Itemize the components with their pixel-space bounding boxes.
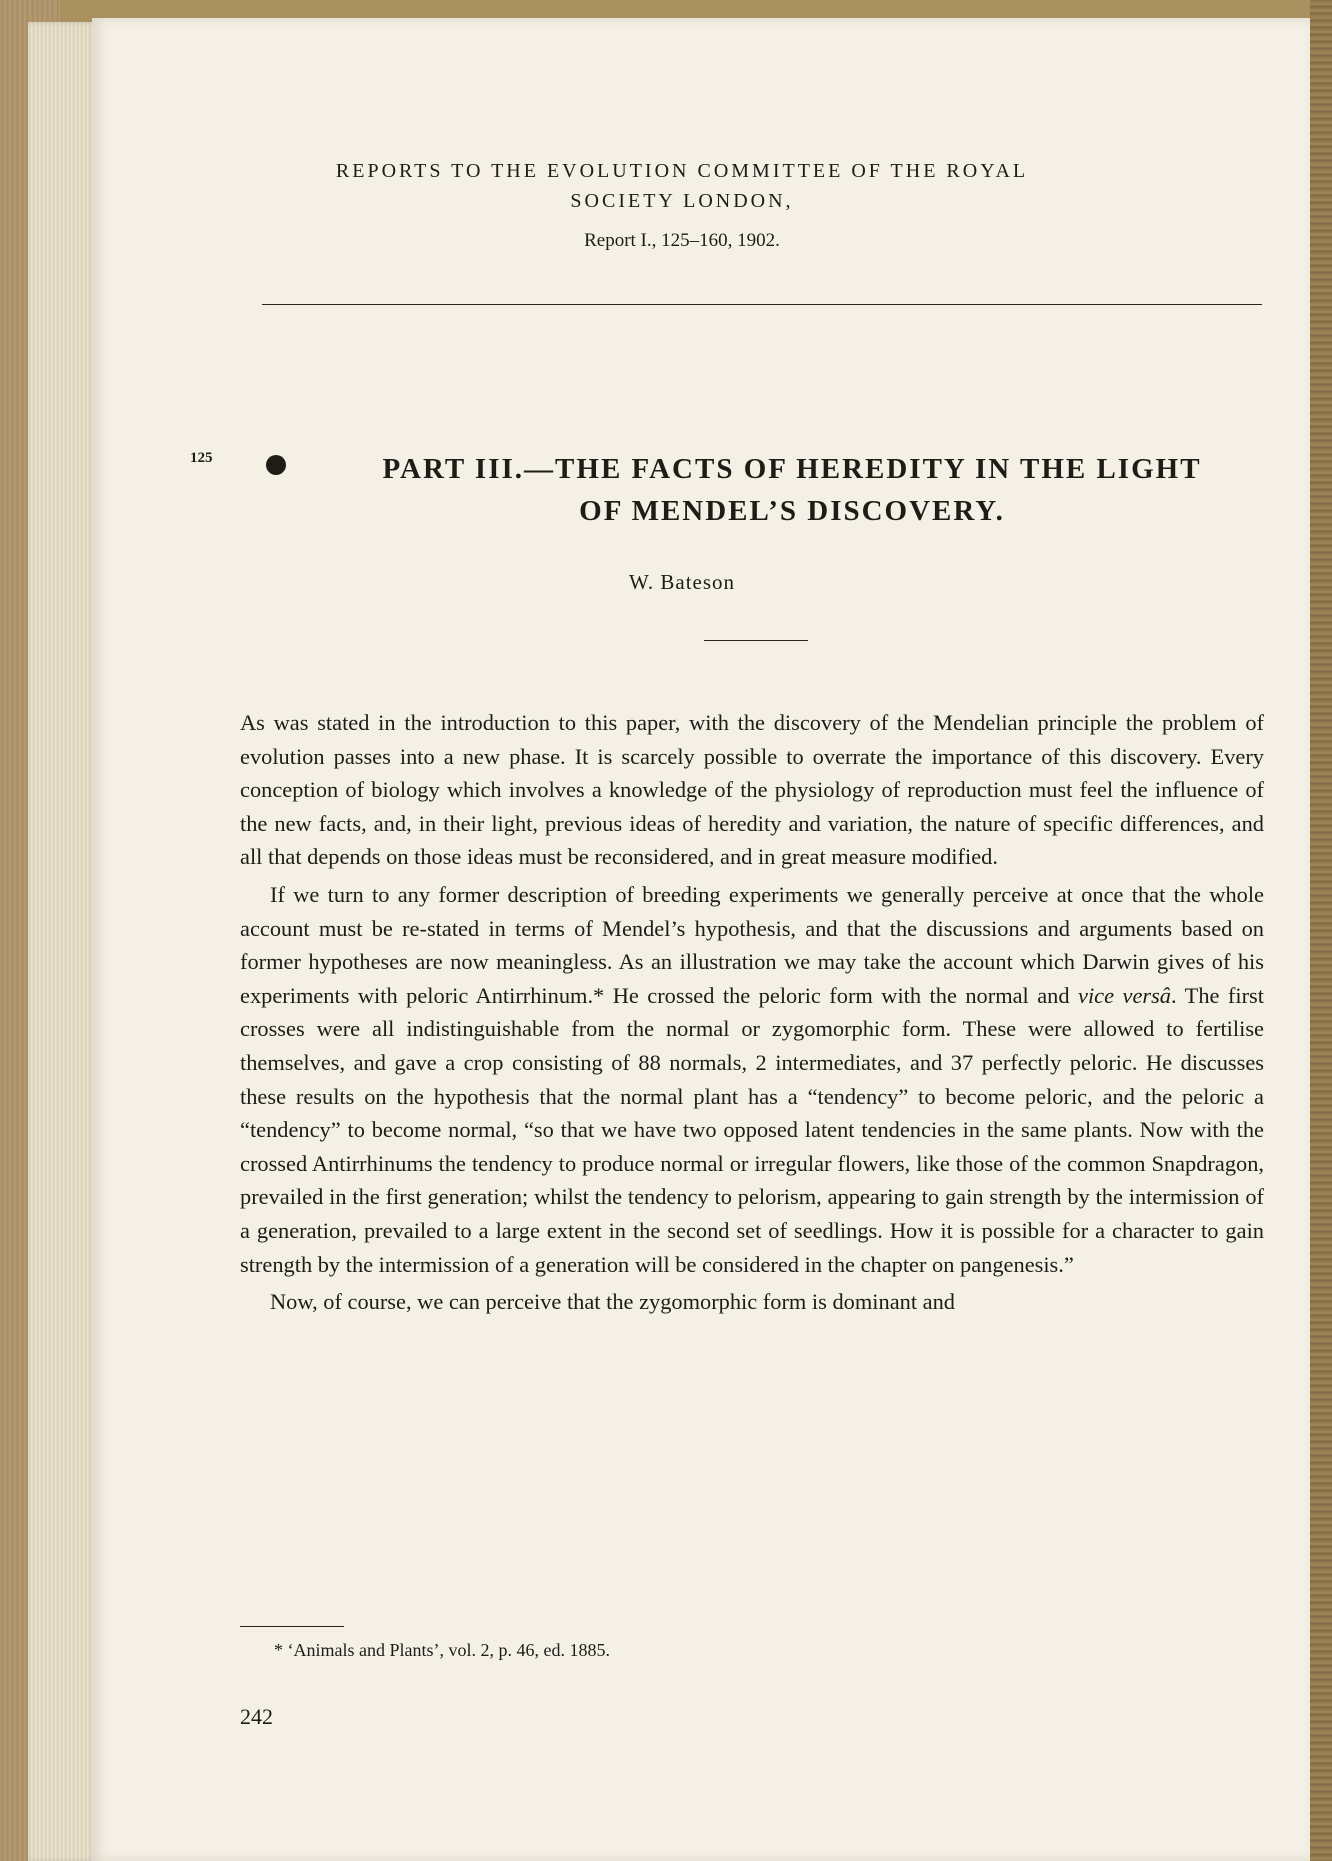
author-name: W. Bateson <box>628 570 736 594</box>
paragraph-2: If we turn to any former description of breeding experiments we generally perceive at once that the whole account must be re-stated in terms of Mendel’s hypothesis, and that the discussions and arguments based on former hypotheses are now meaningless. As an illustration we may take the account which Darwin gives of his experiments with peloric Antirrhinum.* He crossed the peloric form with the normal and vice versâ. The first crosses were all indistinguishable from the normal or zygomorphic form. These were allowed to fertilise themselves, and gave a crop consisting of 88 normals, 2 intermediates, and 37 perfectly peloric. He discusses these results on the hypothesis that the normal plant has a “tendency” to become peloric, and the peloric a “tendency” to become normal, “so that we have two opposed latent tendencies in the same plants. Now with the crossed Antirrhinums the tendency to produce normal or irregular flowers, like those of the common Snapdragon, prevailed in the first generation; whilst the tendency to pelorism, appearing to gain strength by the intermission of a generation, prevailed to a large extent in the second set of seedlings. How it is possible for a character to gain strength by the intermission of a generation will be considered in the chapter on pangenesis.” <box>240 881 1264 1277</box>
paragraph-3: Now, of course, we can perceive that the zygomorphic form is dominant and <box>270 1289 955 1315</box>
article-title-line-2: OF MENDEL’S DISCOVERY. <box>579 495 1005 527</box>
italic-phrase: vice versâ <box>1078 982 1172 1008</box>
page-stack-edge <box>28 22 98 1861</box>
paragraph-1: As was stated in the introduction to this paper, with the discovery of the Mendelian principle the problem of evolution passes into a new phase. It is scarcely possible to overrate the importance of this discovery. Every conception of biology which involves a knowledge of the physiology of reproduction must feel the influence of the new facts, and, in their light, previous ideas of heredity and variation, the nature of specific differences, and all that depends on those ideas must be reconsidered, and in great measure modified. <box>240 710 1264 870</box>
footnote-rule <box>240 1626 344 1627</box>
series-title <box>252 156 1112 216</box>
page <box>92 18 1310 1861</box>
bullet-icon <box>266 455 286 475</box>
body-text <box>240 706 1264 1319</box>
article-title-line-1: PART III.—THE FACTS OF HEREDITY IN THE LIGHT <box>382 453 1202 485</box>
book-right-edge <box>1310 0 1332 1861</box>
series-title-line-1: REPORTS TO THE EVOLUTION COMMITTEE OF THE ROYAL <box>335 160 1029 182</box>
margin-page-number: 125 <box>190 450 213 466</box>
article-title <box>297 448 1287 532</box>
header-rule <box>262 304 1262 305</box>
footnote: * ‘Animals and Plants’, vol. 2, p. 46, ed. 1885. <box>274 1640 610 1660</box>
series-title-line-2: SOCIETY LONDON, <box>570 190 794 212</box>
report-citation: Report I., 125–160, 1902. <box>584 230 780 251</box>
author-rule <box>704 640 808 641</box>
page-number: 242 <box>240 1704 273 1729</box>
